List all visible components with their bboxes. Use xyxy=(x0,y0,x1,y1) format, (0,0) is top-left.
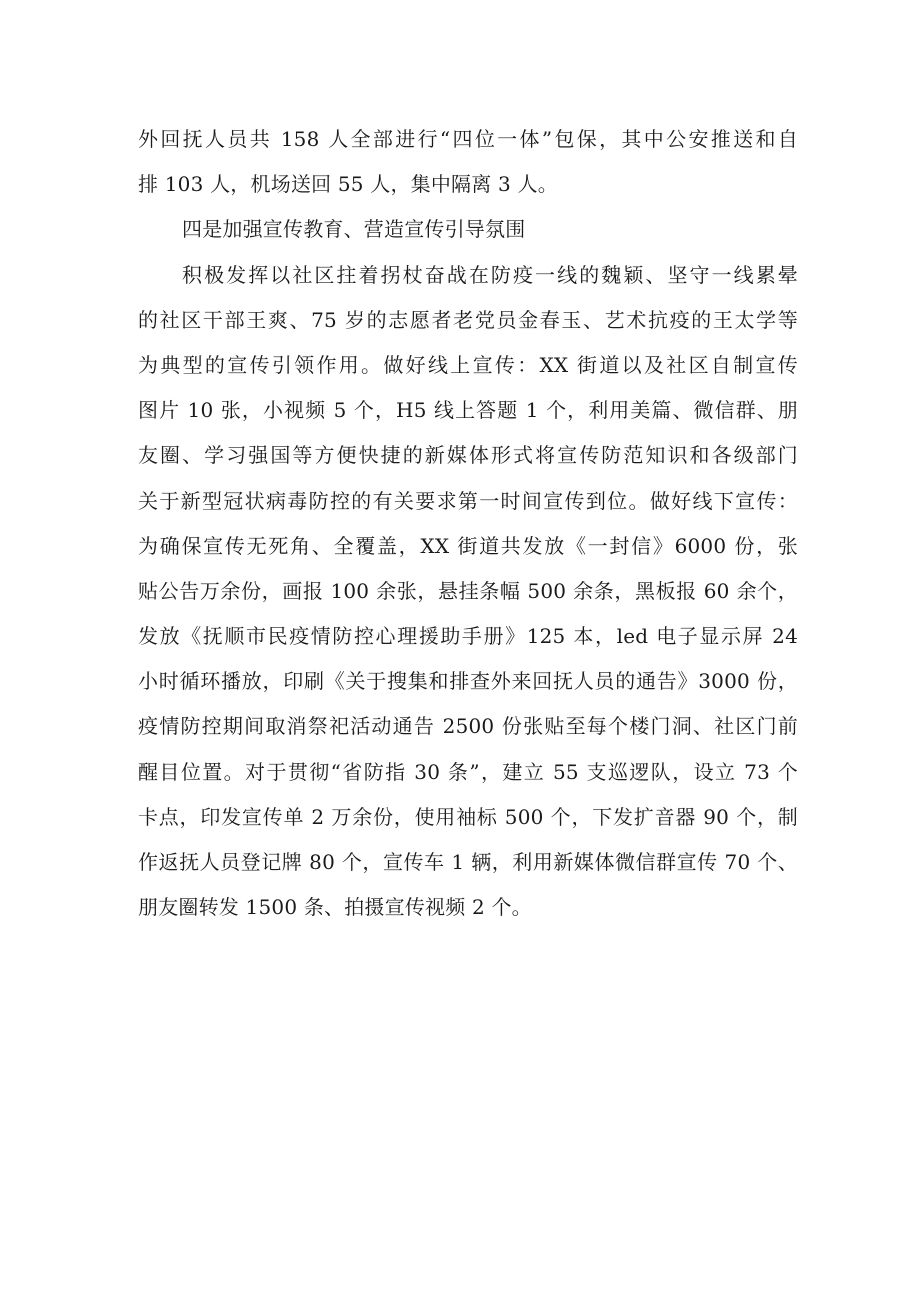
text-line-2: 排 103 人，机场送回 55 人，集中隔离 3 人。 xyxy=(138,172,558,197)
text-line-5: 的社区干部王爽、75 岁的志愿者老党员金春玉、艺术抗疫的王太学等 xyxy=(138,307,798,332)
body-text xyxy=(138,117,798,930)
text-line-1: 外回抚人员共 158 人全部进行“四位一体”包保，其中公安推送和自 xyxy=(138,127,798,151)
text-line-8: 友圈、学习强国等方便快捷的新媒体形式将宣传防范知识和各级部门 xyxy=(138,443,798,468)
text-line-16: 卡点，印发宣传单 2 万余份，使用袖标 500 个，下发扩音器 90 个，制 xyxy=(138,804,798,829)
text-line-14: 疫情防控期间取消祭祀活动通告 2500 份张贴至每个楼门洞、社区门前 xyxy=(138,714,798,739)
text-line-17: 作返抚人员登记牌 80 个，宣传车 1 辆，利用新媒体微信群宣传 70 个、 xyxy=(138,850,798,874)
text-line-10: 为确保宣传无死角、全覆盖，XX 街道共发放《一封信》6000 份，张 xyxy=(138,533,798,558)
text-line-9: 关于新型冠状病毒防控的有关要求第一时间宣传到位。做好线下宣传： xyxy=(138,488,798,513)
section-heading: 四是加强宣传教育、营造宣传引导氛围 xyxy=(182,217,526,242)
text-line-18: 朋友圈转发 1500 条、拍摄宣传视频 2 个。 xyxy=(138,895,532,920)
text-line-11: 贴公告万余份，画报 100 余张，悬挂条幅 500 余条，黑板报 60 余个， xyxy=(138,578,798,603)
text-line-12: 发放《抚顺市民疫情防控心理援助手册》125 本，led 电子显示屏 24 xyxy=(138,624,798,649)
text-line-13: 小时循环播放，印刷《关于搜集和排查外来回抚人员的通告》3000 份， xyxy=(138,669,798,694)
text-line-4: 积极发挥以社区拄着拐杖奋战在防疫一线的魏颖、坚守一线累晕 xyxy=(182,262,798,287)
text-line-7: 图片 10 张，小视频 5 个，H5 线上答题 1 个，利用美篇、微信群、朋 xyxy=(138,398,798,423)
text-line-6: 为典型的宣传引领作用。做好线上宣传：XX 街道以及社区自制宣传 xyxy=(138,352,798,377)
text-line-15: 醒目位置。对于贯彻“省防指 30 条”，建立 55 支巡逻队，设立 73 个 xyxy=(138,759,798,784)
